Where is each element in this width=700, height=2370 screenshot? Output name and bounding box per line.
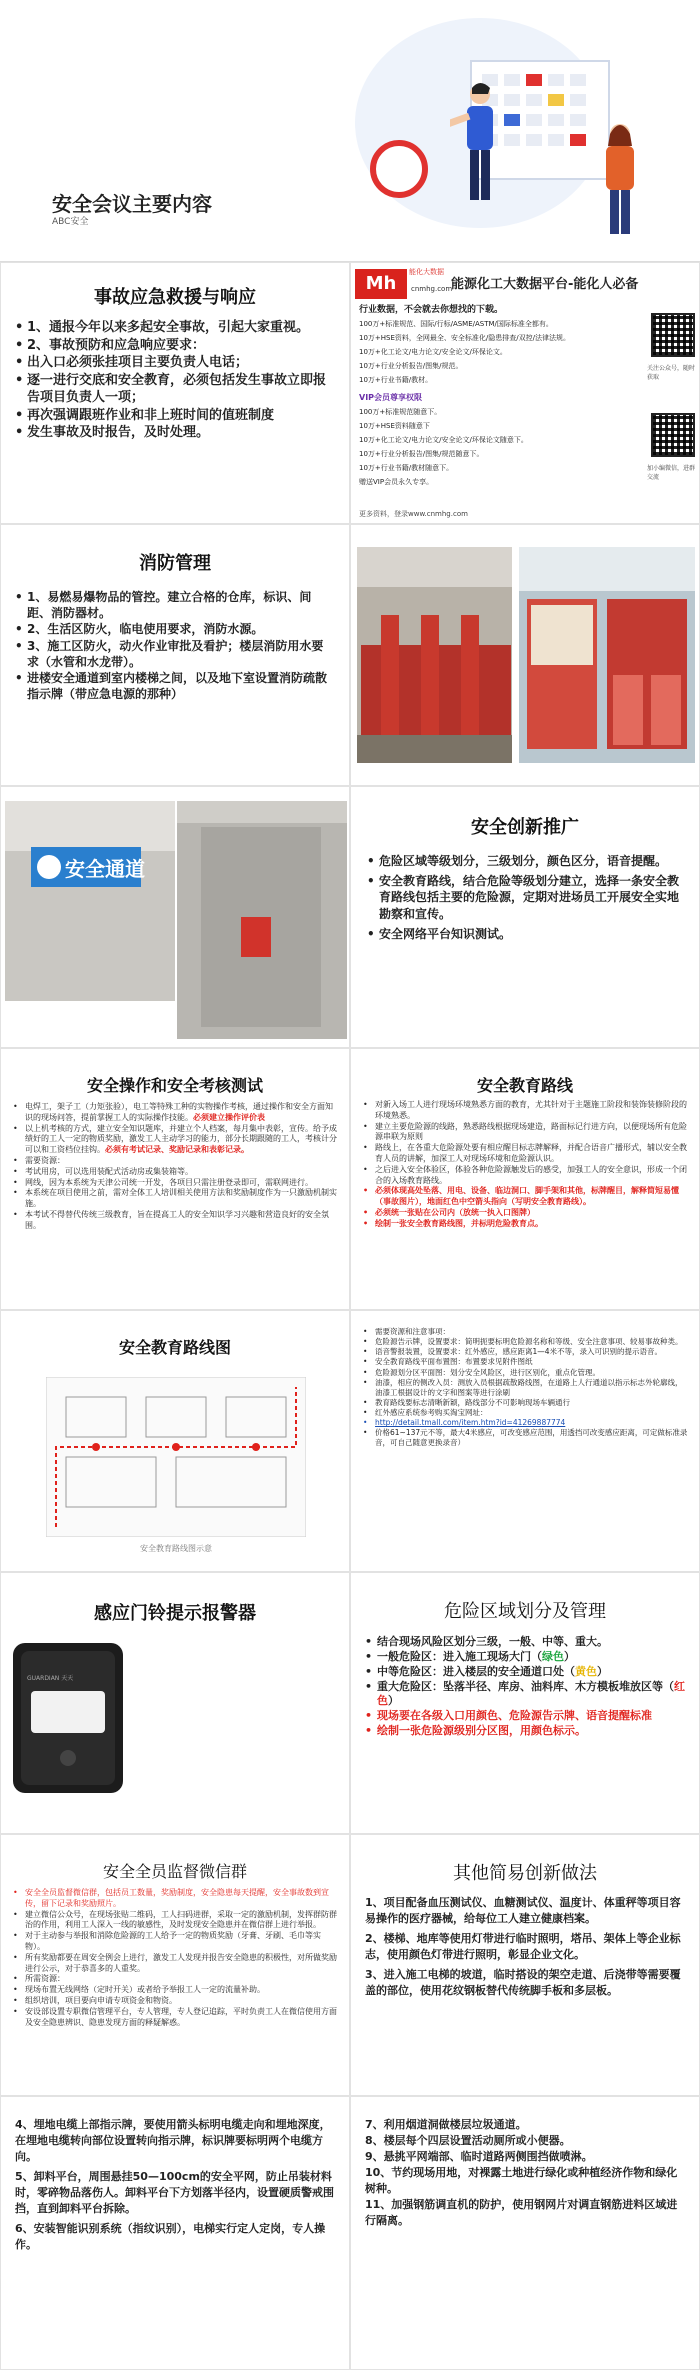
- list-item: • 安全教育路线，结合危险等级划分建立，选择一条安全教育路线包括主要的危险源，定期对进场员工开展安全实地勘察和宣传。: [367, 873, 685, 922]
- list-item: • 组织培训，项目要向申请专项资金和物资。: [13, 1996, 339, 2007]
- fire-list: [15, 589, 335, 702]
- cover-slide: [0, 0, 700, 262]
- innovation-title: 安全创新推广: [471, 817, 579, 838]
- qr-caption: 加小编微信，进群交流: [647, 465, 696, 481]
- ad-headline: 能源化工大数据平台-能化人必备: [451, 277, 639, 292]
- list-item: • 价格61~137元不等，最大4米感应，可改变感应范围，用透挡可改变感应距离，可定做标准录音，可自己随意更换录音）: [363, 1428, 689, 1448]
- safety-passage-photo: [1, 787, 350, 1048]
- list-item: • 需要资源：: [13, 1156, 339, 1167]
- safety-passage-sign-text: 安全通道: [65, 857, 145, 881]
- assessment-title: 安全操作和安全考核测试: [86, 1076, 263, 1095]
- ad-footer: 更多资料，登录www.cnmhg.com: [359, 510, 468, 518]
- list-item: • 进楼安全通道到室内楼梯之间，以及地下室设置消防疏散指示牌（带应急电源的那种）: [15, 670, 335, 702]
- list-item: • 一般危险区：进入施工现场大门（绿色）: [365, 1650, 687, 1665]
- list-item: • 路线上，在各重大危险源处要有相应醒目标志牌解释，并配合语音广播形式，辅以安全教育人员的讲解，加深工人对现场环境和危险源认识。: [363, 1143, 689, 1165]
- list-item: • 教育路线要标志清晰新颖，路线部分不可影响现场车辆通行: [363, 1398, 689, 1408]
- list-item: 8、楼层每个四层设置活动厕所或小便器。: [365, 2133, 571, 2147]
- list-item: 11、加强钢筋调直机的防护，使用钢网片对调直钢筋进料区域进行隔离。: [365, 2197, 678, 2227]
- list-item: • 考试用房，可以选用装配式活动房或集装箱等。: [13, 1167, 339, 1178]
- list-item: • 2、生活区防火，临电使用要求，消防水源。: [15, 621, 335, 637]
- route-map-title: 安全教育路线图: [118, 1338, 231, 1357]
- list-item: 2、楼梯、地库等使用灯带进行临时照明，塔吊、架体上等企业标志，使用颜色灯带进行照明，彰显企业文化。: [365, 1931, 681, 1961]
- edu-route-list: [363, 1100, 689, 1230]
- list-item: • 对于主动参与举报和消除危险源的工人给予一定的物质奖励（牙膏、牙刷、毛巾等实物）。: [13, 1931, 339, 1953]
- innovation-list: [367, 853, 685, 942]
- list-item: • 安全网络平台知识测试。: [367, 926, 685, 942]
- ad-line: 10万+行业书籍/教材。: [359, 376, 433, 384]
- slide-route-map: [0, 1310, 350, 1572]
- list-item: • 以上机考核的方式，建立安全知识题库，并建立个人档案，每月集中表彰，宣传。给予成绩好的工人一定的物质奖励，激发工人主动学习的能力，部分长期跟随的工人，考核计分可以和工资档位挂钩。必须有考试记录、奖励记录和表彰记录。: [13, 1124, 339, 1156]
- vip-line: 10万+HSE资料随意下: [359, 422, 430, 430]
- list-item: 1、项目配备血压测试仪、血糖测试仪、温度计、体重秤等项目容易操作的医疗器械，给每位工人建立健康档案。: [365, 1896, 681, 1925]
- danger-title: 危险区域划分及管理: [444, 1601, 606, 1622]
- vip-line: 100万+标准规范随意下。: [359, 408, 442, 416]
- vip-line: 赠送VIP会员永久专享。: [359, 478, 434, 486]
- ad-line: 10万+化工论文/电力论文/安全论文/环保论文。: [359, 348, 507, 356]
- list-item: • 危险区域等级划分，三级划分，颜色区分，语音提醒。: [367, 853, 685, 869]
- list-item: • 结合现场风险区划分三级，一般、中等、重大。: [365, 1635, 687, 1650]
- list-item: • 之后进入安全体验区，体验各种危险源触发后的感受，加强工人的安全意识，形成一个闭合的入场教育路线。: [363, 1165, 689, 1187]
- slide-resources: [350, 1310, 700, 1572]
- list-item: 7、利用烟道洞做楼层垃圾通道。: [365, 2118, 527, 2131]
- slide-innovation: [350, 786, 700, 1048]
- slide-simple-innovations: [350, 1834, 700, 2096]
- list-item: • 本系统在项目使用之前，需对全体工人培训相关使用方法和奖励制度作为一只激励机制实施。: [13, 1188, 339, 1210]
- list-item: • 现场要在各级入口用颜色、危险源告示牌、语音提醒标准: [365, 1709, 687, 1724]
- other-right-list: [365, 2117, 687, 2229]
- slide-passage-photos: [0, 786, 350, 1048]
- shop-link[interactable]: • http://detail.tmall.com/item.htm?id=41269887774: [363, 1418, 689, 1428]
- list-item: 3、进入施工电梯的坡道，临时搭设的架空走道、后浇带等需要覆盖的部位，使用花纹钢板替代传统脚手板和多层板。: [365, 1967, 681, 1997]
- list-item: • 电焊工，架子工（力矩张验），电工等特殊工种的实物操作考核，通过操作和安全方面知识的现场问答，提前掌握工人的实际操作技能。必须建立操作评价表: [13, 1102, 339, 1124]
- alarm-device-label: GUARDIAN 天天: [27, 1675, 74, 1682]
- list-item: • 油漆，相应的侧改入员：测放入员根据疏散路线图，在道路上人行通道以指示标志外轮廓线，油漆工根据设计的文字和图案等进行涂刷: [363, 1378, 689, 1398]
- list-item: • 绘制一张安全教育路线图，并标明危险教育点。: [363, 1219, 689, 1230]
- list-item: • 绘制一张危险源级别分区图，用颜色标示。: [365, 1724, 687, 1739]
- list-item: 4、埋地电缆上部指示牌，要使用箭头标明电缆走向和埋地深度，在埋地电缆转向部位设置转向指示牌，标识牌要标明两个电缆方向。: [15, 2118, 331, 2163]
- list-item: • 本考试不得替代传统三级教育，旨在提高工人的安全知识学习兴趣和营造良好的安全氛围。: [13, 1210, 339, 1232]
- vip-line: 10万+行业分析报告/图集/规范随意下。: [359, 450, 484, 458]
- list-item: • 危险源划分区平面图：划分安全风险区，进行区别化，重点化管理。: [363, 1368, 689, 1378]
- list-item: 10、节约现场用地，对裸露土地进行绿化或种植经济作物和绿化树种。: [365, 2165, 678, 2195]
- list-item: • 1、易燃易爆物品的管控。建立合格的仓库，标识、间距、消防器材。: [15, 589, 335, 621]
- emergency-list: [15, 319, 335, 442]
- reward-title: 安全全员监督微信群: [102, 1862, 247, 1881]
- ad-line: 10万+行业分析报告/图集/规范。: [359, 362, 463, 370]
- brand-name: 能化大数据: [409, 268, 444, 276]
- clock-illustration: [370, 140, 428, 198]
- list-item: • 建立微信公众号，在现场张贴二维码，工人扫码进群，采取一定的激励机制，发挥群防群治的作用，利用工人深入一线的敏感性，及时发现安全隐患并在微信群上进行举报。: [13, 1910, 339, 1932]
- simple-title: 其他简易创新做法: [453, 1863, 597, 1884]
- route-map-caption: 安全教育路线图示意: [140, 1544, 212, 1553]
- qr-caption: 关注公众号，随时获取: [647, 365, 696, 381]
- list-item: • 必须体现高处坠落、用电、设备、临边洞口、脚手架和其他，标牌醒目，解释简短易懂（事故图片），地面红色中空箭头指向（写明安全教育路线）。: [363, 1186, 689, 1208]
- slide-edu-route: [350, 1048, 700, 1310]
- other-left-list: [15, 2117, 337, 2253]
- ad-line: 100万+标准规范、国际/行标/ASME/ASTM/国际标准全都有。: [359, 320, 553, 328]
- list-item: • 1、通报今年以来多起安全事故，引起大家重视。: [15, 319, 335, 337]
- list-item: • 再次强调跟班作业和非上班时间的值班制度: [15, 407, 335, 425]
- qr-code-wechat-account[interactable]: [651, 313, 695, 357]
- slide-fire: [0, 524, 350, 786]
- slide-other-right: [350, 2096, 700, 2370]
- fire-title: 消防管理: [139, 553, 211, 574]
- person-illustration-right: [590, 120, 650, 240]
- list-item: • 安全全员监督微信群，包括员工数量，奖励制度，安全隐患每天提醒，安全事故数到宣传，留下记录和奖励照片。: [13, 1888, 339, 1910]
- list-item: • 发生事故及时报告，及时处理。: [15, 424, 335, 442]
- list-item: • 必须统一张贴在公司内（放统一执入口图牌）: [363, 1208, 689, 1219]
- list-item: • 建立主要危险源的线路，熟悉路线根据现场建造，路面标记行进方向，以便现场所有危险源串联为原则: [363, 1122, 689, 1144]
- brand-url: cnmhg.com: [411, 285, 453, 293]
- list-item: • 重大危险区：坠落半径、库房、油料库、木方模板堆放区等（红色）: [365, 1680, 687, 1710]
- slide-wechat-supervision: [0, 1834, 350, 2096]
- list-item: • 红外感应系统参考购买淘宝网址：: [363, 1408, 689, 1418]
- list-item: • 所有奖励都要在周安全例会上进行，激发工人发现并报告安全隐患的积极性，对所做奖励进行公示，对于恭喜多的人重奖。: [13, 1953, 339, 1975]
- list-item: • 安全教育路线平面布置图：布置要求见附件图纸: [363, 1357, 689, 1367]
- vip-line: 10万+化工论文/电力论文/安全论文/环保论文随意下。: [359, 436, 528, 444]
- list-item: • 语音警报装置，设置要求：红外感应，感应距离1—4米不等，录入可识别的提示语音。: [363, 1347, 689, 1357]
- list-item: • 安设部设置专职微信管理平台，专人管理，专人登记追踪，平时负责工人在微信使用方面及安全隐患辨识、隐患发现方面的释疑解惑。: [13, 2007, 339, 2029]
- edu-route-title: 安全教育路线: [476, 1076, 573, 1095]
- slide-assessment: [0, 1048, 350, 1310]
- slide-other-left: [0, 2096, 350, 2370]
- qr-code-editor-wechat[interactable]: [651, 413, 695, 457]
- simple-list: [365, 1895, 687, 1999]
- list-item: • 2、事故预防和应急响应要求：: [15, 337, 335, 355]
- reward-list: [13, 1888, 339, 2028]
- list-item: • 需要资源和注意事项：: [363, 1327, 689, 1337]
- brand-logo: Mh: [355, 269, 407, 299]
- alarm-title: 感应门铃提示报警器: [94, 1603, 256, 1624]
- list-item: • 现场布置无线网络（定时开关）或者给予举报工人一定的流量补助。: [13, 1985, 339, 1996]
- slide-fire-photos: [350, 524, 700, 786]
- list-item: • 对新入场工人进行现场环境熟悉方面的教育，尤其针对于主题施工阶段和装饰装修阶段的环境熟悉。: [363, 1100, 689, 1122]
- assessment-list: [13, 1102, 339, 1232]
- list-item: 6、安装智能识别系统（指纹识别），电梯实行定人定岗，专人操作。: [15, 2221, 326, 2251]
- slide-alarm: [0, 1572, 350, 1834]
- vip-line: 10万+行业书籍/教材随意下。: [359, 464, 454, 472]
- slide-danger-zones: [350, 1572, 700, 1834]
- emergency-title: 事故应急救援与响应: [94, 287, 256, 308]
- list-item: • 所需资源：: [13, 1974, 339, 1985]
- ad-feature-list: [359, 303, 649, 489]
- list-item: • 逐一进行交底和安全教育，必须包括发生事故立即报告项目负责人一项；: [15, 372, 335, 407]
- fire-pump-photo: [351, 525, 700, 786]
- list-item: • 3、施工区防火，动火作业审批及看护；楼层消防用水要求（水管和水龙带）。: [15, 638, 335, 670]
- vip-title: VIP会员尊享权限: [359, 393, 423, 402]
- slide-emergency: [0, 262, 350, 524]
- list-item: • 危险源告示牌，设置要求：简明扼要标明危险源名称和等级、安全注意事项、较易事故种类。: [363, 1337, 689, 1347]
- ad-intro: 行业数据，不会就去你想找的下载。: [359, 305, 504, 315]
- list-item: 9、悬挑平网端部、临时道路两侧围挡做喷淋。: [365, 2149, 593, 2163]
- cover-subtitle: ABC安全: [52, 217, 89, 227]
- list-item: • 出入口必须张挂项目主要负责人电话；: [15, 354, 335, 372]
- person-illustration-left: [450, 80, 510, 210]
- route-map-drawing: [46, 1377, 306, 1537]
- advertisement-panel: [350, 262, 700, 524]
- list-item: • 中等危险区：进入楼层的安全通道口处（黄色）: [365, 1665, 687, 1680]
- list-item: 5、卸料平台，周围悬挂50—100cm的安全平网，防止吊装材料时，零碎物品落伤人。卸料平台下方划落半径内，设置硬质警戒围挡，直到卸料平台拆除。: [15, 2169, 334, 2215]
- ad-line: 10万+HSE资料，全网最全、安全标准化/隐患排查/双控/法律法规。: [359, 334, 570, 342]
- cover-title: 安全会议主要内容: [52, 192, 212, 216]
- alarm-device-image: [13, 1643, 123, 1793]
- list-item: • 网线，因为本系统为天津公司统一开发，各项目只需注册登录即可，需联网进行。: [13, 1178, 339, 1189]
- resources-list: [363, 1327, 689, 1449]
- danger-list: [365, 1635, 687, 1739]
